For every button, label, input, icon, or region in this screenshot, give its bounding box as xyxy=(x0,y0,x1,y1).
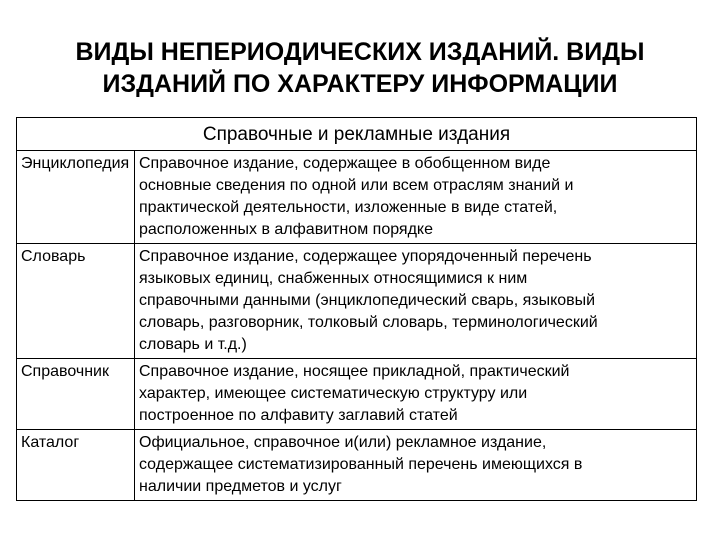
definition-line: основные сведения по одной или всем отраслям знаний и xyxy=(139,177,574,194)
publications-table xyxy=(16,117,697,501)
page-title xyxy=(20,36,700,100)
section-header-label: Справочные и рекламные издания xyxy=(202,124,511,145)
definition-line: построенное по алфавиту заглавий статей xyxy=(139,407,458,424)
definition-line: Официальное, справочное и(или) рекламное издание, xyxy=(139,434,547,451)
definition-line: наличии предметов и услуг xyxy=(139,478,342,495)
definition-line: Справочное издание, содержащее в обобщенном виде xyxy=(139,155,551,172)
definition-line: Справочное издание, содержащее упорядоченный перечень xyxy=(139,248,592,265)
term-cell: Каталог xyxy=(17,430,135,501)
page-title-line-1: ВИДЫ НЕПЕРИОДИЧЕСКИХ ИЗДАНИЙ. ВИДЫ xyxy=(75,38,645,66)
definition-line: справочными данными (энциклопедический сварь, языковый xyxy=(139,292,596,309)
term-cell: Словарь xyxy=(17,244,135,359)
term-cell: Справочник xyxy=(17,359,135,430)
definition-line: словарь и т.д.) xyxy=(139,336,247,353)
definition-line: словарь, разговорник, толковый словарь, терминологический xyxy=(139,314,598,331)
table-row xyxy=(17,359,697,430)
definition-line: языковых единиц, снабженных относящимися к ним xyxy=(139,270,528,287)
definition-line: расположенных в алфавитном порядке xyxy=(139,221,434,238)
term-cell: Энциклопедия xyxy=(17,151,135,244)
table-row xyxy=(17,430,697,501)
definition-line: практической деятельности, изложенные в виде статей, xyxy=(139,199,558,216)
definition-cell xyxy=(135,359,697,430)
definition-cell xyxy=(135,244,697,359)
table-row xyxy=(17,244,697,359)
section-header-row xyxy=(17,118,697,151)
definition-cell xyxy=(135,430,697,501)
section-header xyxy=(17,118,697,151)
definition-cell xyxy=(135,151,697,244)
definition-line: характер, имеющее систематическую структуру или xyxy=(139,385,528,402)
page-title-line-2: ИЗДАНИЙ ПО ХАРАКТЕРУ ИНФОРМАЦИИ xyxy=(102,70,618,98)
definition-line: содержащее систематизированный перечень имеющихся в xyxy=(139,456,583,473)
definition-line: Справочное издание, носящее прикладной, практический xyxy=(139,363,570,380)
table-row xyxy=(17,151,697,244)
